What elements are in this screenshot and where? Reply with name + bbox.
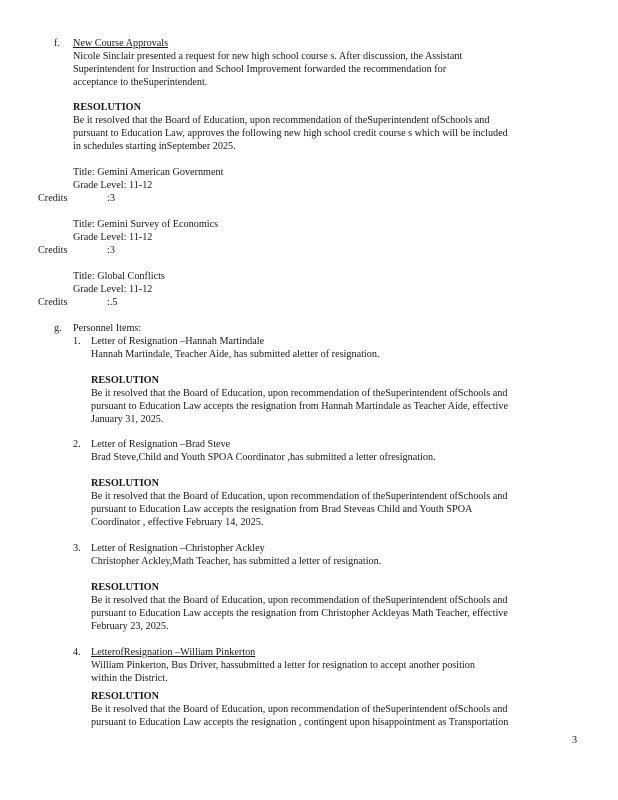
- item-resolution-line: January 31, 2025.: [91, 414, 164, 425]
- section-f-resolution-line: in schedules starting inSeptember 2025.: [73, 141, 236, 152]
- section-f-intro-line: acceptance to theSuperintendent.: [73, 77, 208, 88]
- course-grade-level: Grade Level: 11-12: [73, 284, 153, 295]
- item-resolution-title: RESOLUTION: [91, 478, 159, 489]
- item-resolution-line: Be it resolved that the Board of Education, upon recommendation of theSuperintendent ofSchools and: [91, 704, 508, 715]
- item-summary-line: Hannah Martindale, Teacher Aide, has submitted aletter of resignation.: [91, 349, 380, 360]
- item-summary-line: William Pinkerton, Bus Driver, hassubmitted a letter for resignation to accept another position: [91, 660, 475, 671]
- item-resolution-line: pursuant to Education Law accepts the resignation , contingent upon hisappointment as Transportation: [91, 717, 509, 728]
- section-g-marker: g.: [54, 323, 62, 334]
- section-f-intro-line: Superintendent for Instruction and School Improvement forwarded the recommendation for: [73, 64, 447, 75]
- course-credits-label: Credits: [38, 245, 68, 256]
- item-resolution-line: pursuant to Education Law accepts the resignation from Hannah Martindale as Teacher Aide, effective: [91, 401, 509, 412]
- item-summary-line: Christopher Ackley,Math Teacher, has submitted a letter of resignation.: [91, 556, 382, 567]
- item-resolution-title: RESOLUTION: [91, 375, 159, 386]
- item-resolution-line: pursuant to Education Law accepts the resignation from Christopher Ackleyas Math Teacher, effective: [91, 608, 508, 619]
- item-number: 1.: [73, 336, 81, 347]
- section-f-heading: New Course Approvals: [73, 38, 169, 49]
- course-grade-level: Grade Level: 11-12: [73, 180, 153, 191]
- item-resolution-line: Coordinator , effective February 14, 2025.: [91, 517, 264, 528]
- item-resolution-line: February 23, 2025.: [91, 621, 169, 632]
- section-f-resolution-title: RESOLUTION: [73, 102, 141, 113]
- course-credits-value: :3: [107, 245, 115, 256]
- item-summary-line: Brad Steve,Child and Youth SPOA Coordinator ,has submitted a letter ofresignation.: [91, 452, 436, 463]
- item-resolution-line: pursuant to Education Law accepts the resignation from Brad Steveas Child and Youth SPOA: [91, 504, 473, 515]
- section-f-resolution-line: Be it resolved that the Board of Education, upon recommendation of theSuperintendent ofSchools and: [73, 115, 490, 126]
- item-resolution-title: RESOLUTION: [91, 582, 159, 593]
- section-f-resolution-line: pursuant to Education Law, approves the following new high school credit course s which will be included: [73, 128, 508, 139]
- item-summary-line: within the District.: [91, 673, 168, 684]
- item-number: 4.: [73, 647, 81, 658]
- item-resolution-line: Be it resolved that the Board of Education, upon recommendation of theSuperintendent ofSchools and: [91, 595, 508, 606]
- item-title: Letter of Resignation –Christopher Ackley: [91, 543, 265, 554]
- item-title: Letter of Resignation –Brad Steve: [91, 439, 231, 450]
- course-grade-level: Grade Level: 11-12: [73, 232, 153, 243]
- course-title: Title: Gemini American Government: [73, 167, 224, 178]
- course-credits-value: :3: [107, 193, 115, 204]
- item-resolution-line: Be it resolved that the Board of Education, upon recommendation of theSuperintendent ofSchools and: [91, 388, 508, 399]
- item-resolution-line: Be it resolved that the Board of Education, upon recommendation of theSuperintendent ofSchools and: [91, 491, 508, 502]
- course-title: Title: Gemini Survey of Economics: [73, 219, 219, 230]
- section-f-marker: f.: [54, 38, 60, 49]
- item-number: 3.: [73, 543, 81, 554]
- page-number: 3: [572, 735, 578, 746]
- item-resolution-title: RESOLUTION: [91, 691, 159, 702]
- course-credits-value: :.5: [107, 297, 118, 308]
- course-credits-label: Credits: [38, 193, 68, 204]
- section-f-intro-line: Nicole Sinclair presented a request for new high school course s. After discussion, the Assistant: [73, 51, 463, 62]
- item-title: LetterofResignation –William Pinkerton: [91, 647, 256, 658]
- section-g-heading: Personnel Items:: [73, 323, 142, 334]
- item-number: 2.: [73, 439, 81, 450]
- course-credits-label: Credits: [38, 297, 68, 308]
- item-title: Letter of Resignation –Hannah Martindale: [91, 336, 265, 347]
- course-title: Title: Global Conflicts: [73, 271, 165, 282]
